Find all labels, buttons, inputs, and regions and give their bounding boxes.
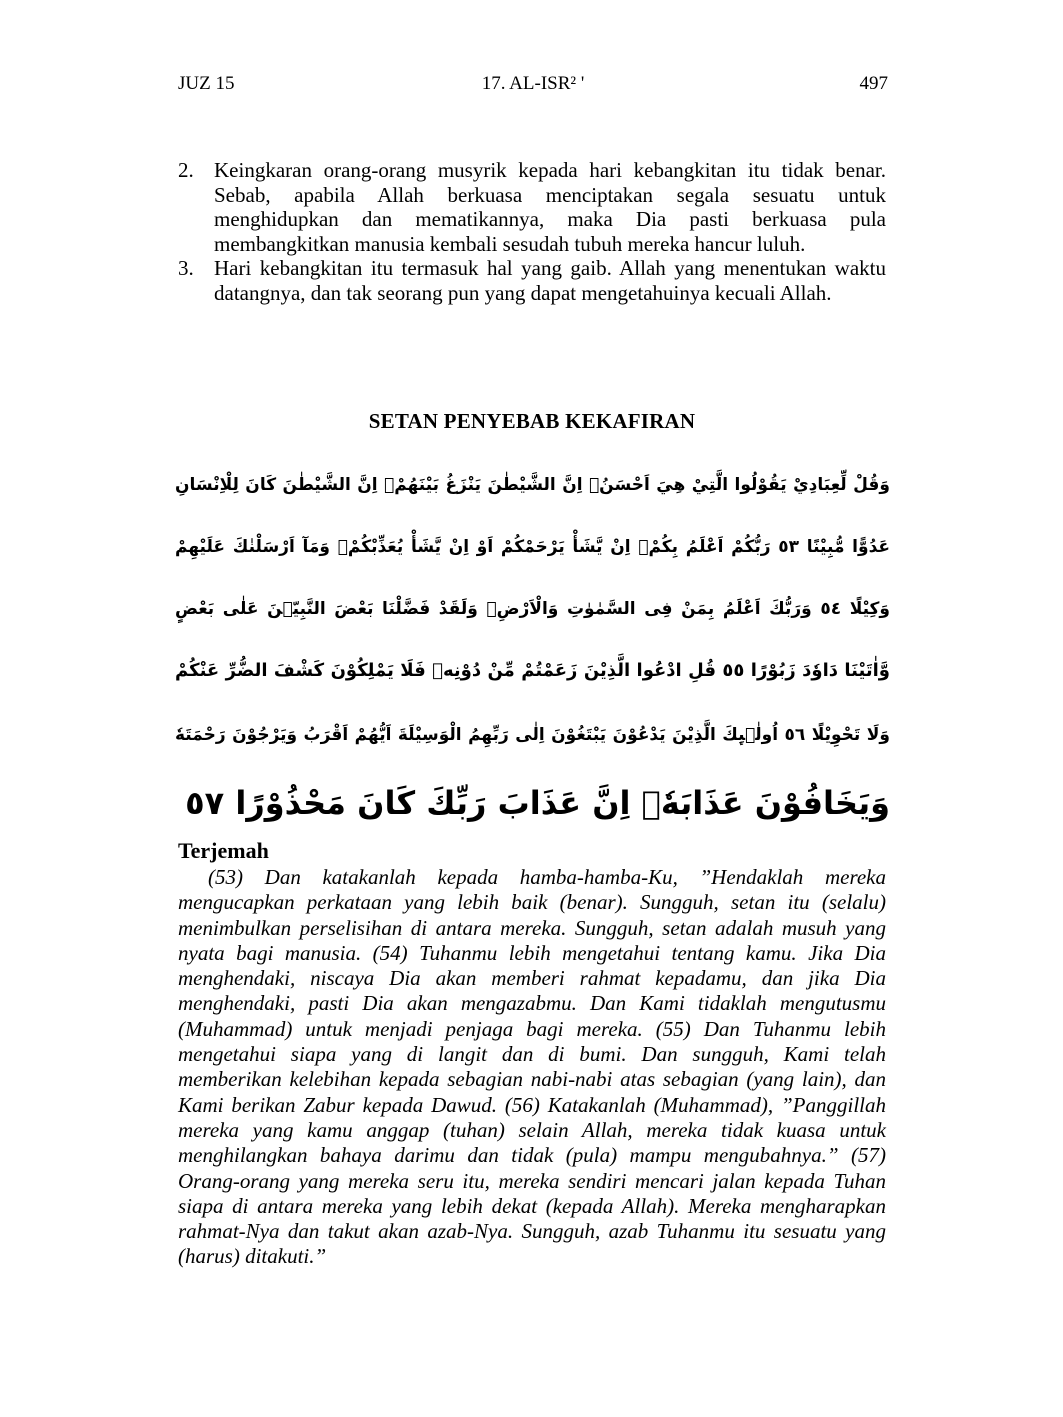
arabic-line: وَكِيْلًا ٥٤ وَرَبُّكَ اَعْلَمُ بِمَنْ فِى السَّمٰوٰتِ وَالْاَرْضِۗ وَلَقَدْ فَضَّلْنَا بَعْضَ النَّبِيّٖنَ عَلٰى بَعْضٍ <box>175 599 890 619</box>
juz-label: JUZ 15 <box>178 73 235 94</box>
numbered-list <box>178 158 886 306</box>
surah-title: 17. AL-ISR² ' <box>481 73 585 94</box>
list-item-number: 3. <box>178 256 194 281</box>
list-item-text: Keingkaran orang-orang musyrik kepada hari kebangkitan itu tidak benar. Sebab, apabila Allah berkuasa menciptakan segala sesuatu untuk menghidupkan dan mematikannya, maka Dia pasti berkuasa pula membangkitkan manusia kembali sesudah tubuh mereka hancur luluh. <box>214 158 886 256</box>
page-header <box>178 73 888 103</box>
page-number: 497 <box>859 73 888 94</box>
arabic-line: وَّاٰتَيْنَا دَاوٗدَ زَبُوْرًا ٥٥ قُلِ ادْعُوا الَّذِيْنَ زَعَمْتُمْ مِّنْ دُوْنِهٖ فَلَا يَمْلِكُوْنَ كَشْفَ الضُّرِّ عَنْكُمْ <box>175 660 890 681</box>
arabic-verses <box>175 455 890 840</box>
arabic-line: عَدُوًّا مُّبِيْنًا ٥٣ رَبُّكُمْ اَعْلَمُ بِكُمْۗ اِنْ يَّشَأْ يَرْحَمْكُمْ اَوْ اِنْ يَّشَأْ يُعَذِّبْكُمْۗ وَمَآ اَرْسَلْنٰكَ عَلَيْهِمْ <box>175 537 890 557</box>
list-item <box>178 158 886 256</box>
section-title: SETAN PENYEBAB KEKAFIRAN <box>368 409 696 433</box>
arabic-line: وَيَخَافُوْنَ عَذَابَهٗۗ اِنَّ عَذَابَ رَبِّكَ كَانَ مَحْذُوْرًا ٥٧ <box>185 784 890 822</box>
list-item-text: Hari kebangkitan itu termasuk hal yang gaib. Allah yang menentukan waktu datangnya, dan tak seorang pun yang dapat mengetahuinya kecuali Allah. <box>214 256 886 305</box>
arabic-line: وَقُلْ لِّعِبَادِيْ يَقُوْلُوا الَّتِيْ هِيَ اَحْسَنُۗ اِنَّ الشَّيْطٰنَ يَنْزَغُ بَيْنَهُمْۗ اِنَّ الشَّيْطٰنَ كَانَ لِلْاِنْسَانِ <box>175 475 890 495</box>
arabic-line: وَلَا تَحْوِيْلًا ٥٦ اُولٰۤىِٕكَ الَّذِيْنَ يَدْعُوْنَ يَبْتَغُوْنَ اِلٰى رَبِّهِمُ الْوَسِيْلَةَ اَيُّهُمْ اَقْرَبُ وَيَرْجُوْنَ رَحْمَتَهٗ <box>175 725 890 745</box>
translation-heading: Terjemah <box>178 838 269 863</box>
translation-text: (53) Dan katakanlah kepada hamba-hamba-Ku, ”Hendaklah mereka mengucapkan perkataan yang lebih baik (benar). Sungguh, setan itu (selalu) menimbulkan perselisihan di antara mereka. Sungguh, setan adalah musuh yang nyata bagi manusia. (54) Tuhanmu lebih mengetahui tentang kamu. Jika Dia menghendaki, niscaya Dia akan memberi rahmat kepadamu, dan jika Dia menghendaki, pasti Dia akan mengazabmu. Dan Kami tidaklah mengutusmu (Muhammad) untuk menjadi penjaga bagi mereka. (55) Dan Tuhanmu lebih mengetahui siapa yang di langit dan di bumi. Dan sungguh, Kami telah memberikan kelebihan kepada sebagian nabi-nabi atas sebagian (yang lain), dan Kami berikan Zabur kepada Dawud. (56) Katakanlah (Muhammad), ”Panggillah mereka yang kamu anggap (tuhan) selain Allah, mereka tidak kuasa untuk menghilangkan bahaya darimu dan tidak (pula) mampu mengubahnya.” (57) Orang-orang yang mereka seru itu, mereka sendiri mencari jalan kepada Tuhan siapa di antara mereka yang lebih dekat (kepada Allah). Mereka mengharapkan rahmat-Nya dan takut akan azab-Nya. Sungguh, azab Tuhanmu itu sesuatu yang (harus) ditakuti.” <box>178 865 886 1269</box>
list-item <box>178 256 886 305</box>
list-item-number: 2. <box>178 158 194 182</box>
